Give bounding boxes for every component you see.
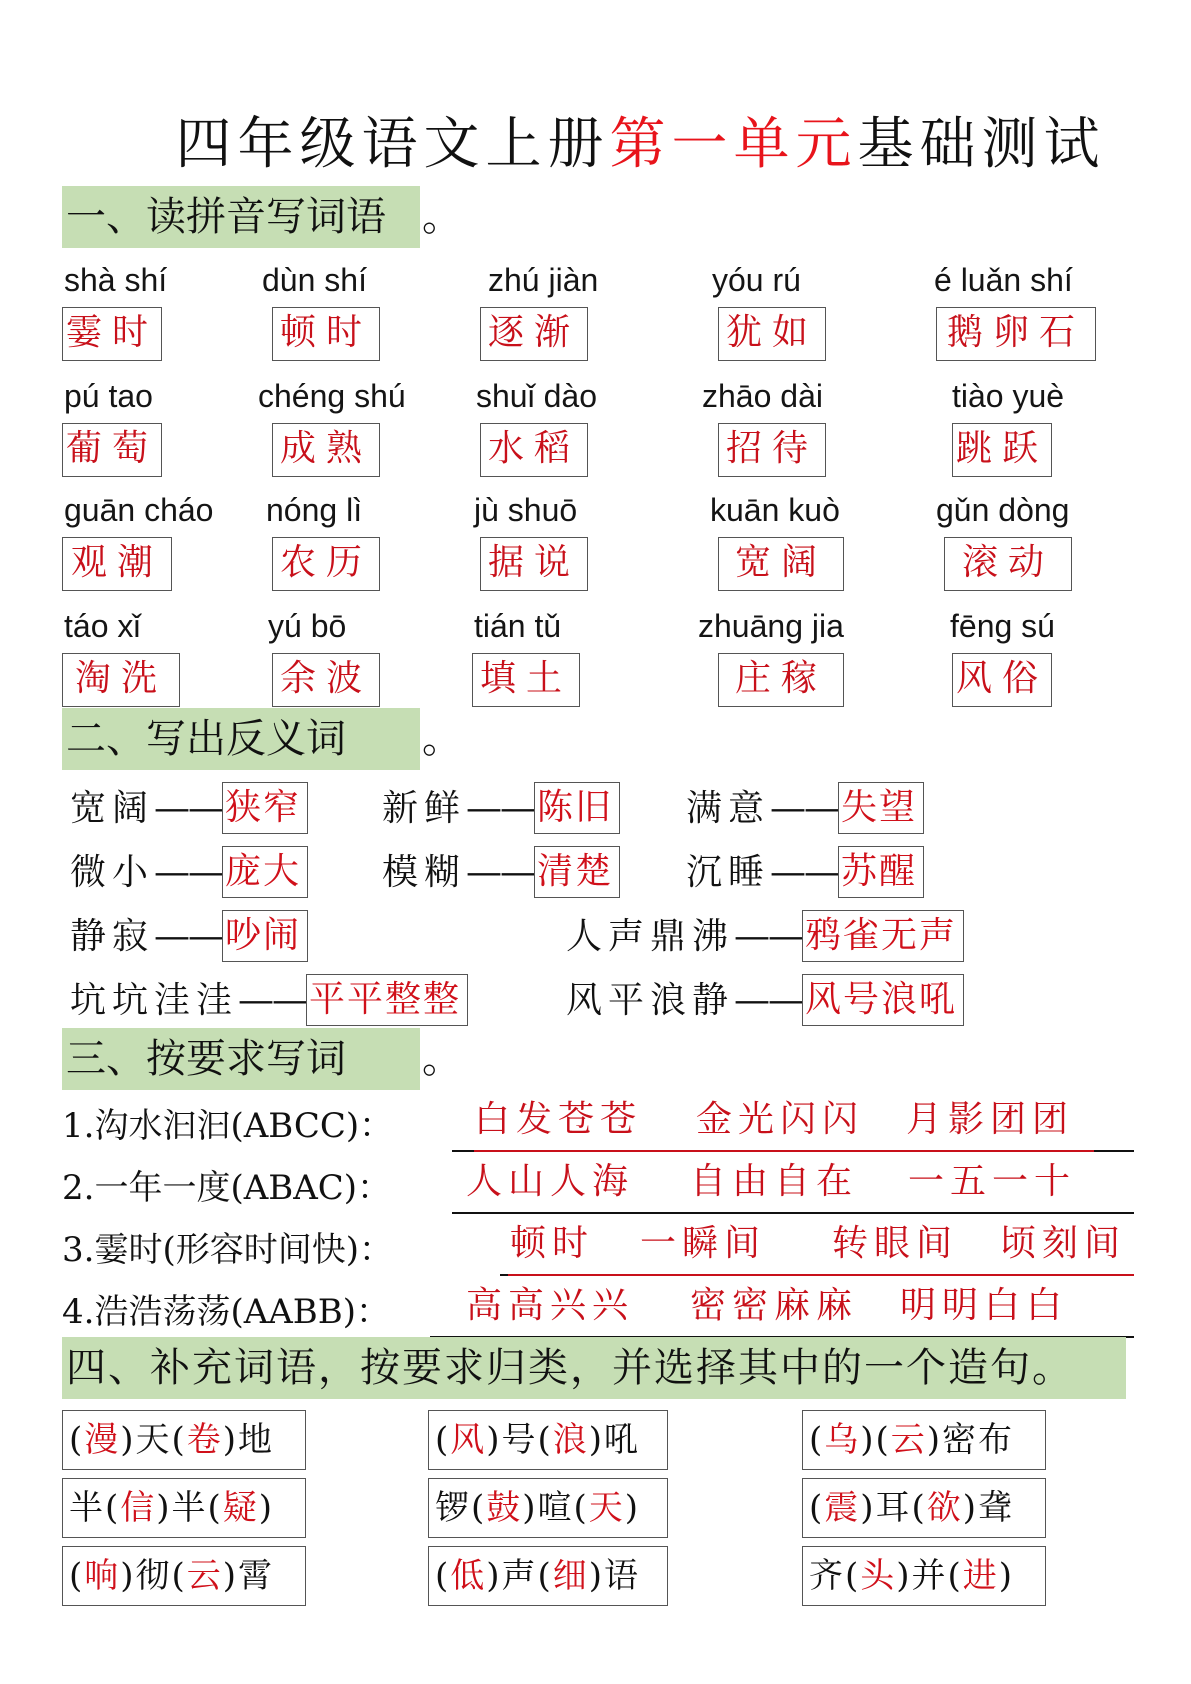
antonym-answer-box[interactable]: 失望 [838, 782, 924, 834]
answer-box[interactable]: 余波 [272, 653, 380, 707]
idiom-text: 齐( [809, 1556, 861, 1596]
idiom-text: )天( [120, 1420, 187, 1460]
idiom-text: 锣( [435, 1488, 487, 1528]
antonym-row [566, 974, 964, 1028]
dash-separator: —— [466, 852, 535, 893]
answer-box[interactable]: 霎时 [62, 307, 162, 361]
pinyin-label: shà shí [64, 262, 168, 298]
section1-heading-period: 。 [420, 186, 462, 248]
answer-box[interactable]: 淘洗 [62, 653, 180, 707]
idiom-fill-answer: 云 [186, 1556, 223, 1596]
idiom-box[interactable] [802, 1546, 1046, 1606]
answer-underline-red [474, 1150, 1094, 1152]
idiom-fill-answer: 云 [890, 1420, 927, 1460]
pinyin-label: é luǎn shí [934, 262, 1073, 298]
title-unit: 第一单元 [609, 112, 858, 177]
idiom-box[interactable] [428, 1410, 668, 1470]
antonym-answer-box[interactable]: 苏醒 [838, 846, 924, 898]
requirement-answer[interactable]: 白发苍苍 [474, 1099, 643, 1140]
pinyin-label: tián tǔ [474, 608, 562, 644]
answer-box[interactable]: 农历 [272, 537, 380, 591]
antonym-answer-box[interactable]: 平平整整 [306, 974, 468, 1026]
idiom-text: )彻( [120, 1556, 187, 1596]
section2-heading-text: 二、写出反义词 [66, 716, 346, 762]
idiom-text: )半( [156, 1488, 223, 1528]
pinyin-label: chéng shú [258, 378, 406, 414]
pinyin-label: tiào yuè [952, 378, 1065, 414]
requirement-answer[interactable]: 转眼间 [832, 1223, 959, 1264]
pinyin-label: guān cháo [64, 492, 214, 528]
idiom-text: ( [809, 1488, 825, 1528]
idiom-text: ( [435, 1556, 451, 1596]
idiom-box[interactable] [802, 1410, 1046, 1470]
idiom-fill-answer: 头 [860, 1556, 897, 1596]
idiom-box[interactable] [62, 1410, 306, 1470]
antonym-word: 静寂 [70, 916, 155, 957]
answer-box[interactable]: 填土 [472, 653, 580, 707]
idiom-fill-answer: 漫 [84, 1420, 121, 1460]
antonym-word: 新鲜 [382, 788, 467, 829]
pinyin-label: fēng sú [950, 608, 1055, 644]
idiom-text: )号( [486, 1420, 553, 1460]
antonym-word: 坑坑洼洼 [70, 980, 239, 1021]
antonym-answer-box[interactable]: 陈旧 [534, 782, 620, 834]
pinyin-label: dùn shí [262, 262, 367, 298]
section2-heading [62, 708, 462, 770]
idiom-text: )聋 [962, 1488, 1015, 1528]
answer-box[interactable]: 成熟 [272, 423, 380, 477]
answer-box[interactable]: 葡萄 [62, 423, 162, 477]
requirement-answer[interactable]: 月影团团 [906, 1099, 1075, 1140]
dash-separator: —— [154, 852, 223, 893]
idiom-box[interactable] [428, 1478, 668, 1538]
dash-separator: —— [238, 980, 307, 1021]
requirement-answer[interactable]: 明明白白 [900, 1285, 1069, 1326]
dash-separator: —— [770, 788, 839, 829]
idiom-fill-answer: 风 [450, 1420, 487, 1460]
antonym-row [382, 846, 620, 900]
antonym-row [70, 910, 308, 964]
idiom-fill-answer: 进 [962, 1556, 999, 1596]
answer-box[interactable]: 据说 [480, 537, 588, 591]
antonym-word: 微小 [70, 852, 155, 893]
antonym-word: 沉睡 [686, 852, 771, 893]
requirement-answer[interactable]: 一五一十 [908, 1161, 1077, 1202]
idiom-text: ) [998, 1556, 1015, 1596]
requirement-answer[interactable]: 金光闪闪 [696, 1099, 865, 1140]
requirement-prompt: 4.浩浩荡荡(AABB)： [62, 1292, 391, 1332]
answer-box[interactable]: 鹅卵石 [936, 307, 1096, 361]
antonym-row [686, 846, 924, 900]
antonym-answer-box[interactable]: 风号浪吼 [802, 974, 964, 1026]
requirement-answer[interactable]: 顷刻间 [1000, 1223, 1127, 1264]
dash-separator: —— [154, 788, 223, 829]
pinyin-label: kuān kuò [710, 492, 840, 528]
section3-heading-text: 三、按要求写词 [66, 1036, 346, 1082]
dash-separator: —— [770, 852, 839, 893]
idiom-text: ) [258, 1488, 275, 1528]
idiom-fill-answer: 震 [824, 1488, 861, 1528]
pinyin-label: jù shuō [474, 492, 578, 528]
idiom-text: )并( [896, 1556, 963, 1596]
page-title [0, 100, 1191, 180]
idiom-fill-answer: 乌 [824, 1420, 861, 1460]
requirement-prompt: 2.一年一度(ABAC)： [62, 1168, 392, 1208]
idiom-text: )霄 [222, 1556, 275, 1596]
pinyin-label: yú bō [268, 608, 347, 644]
antonym-answer-box[interactable]: 清楚 [534, 846, 620, 898]
idiom-fill-answer: 鼓 [486, 1488, 523, 1528]
antonym-answer-box[interactable]: 狭窄 [222, 782, 308, 834]
antonym-answer-box[interactable]: 鸦雀无声 [802, 910, 964, 962]
answer-box[interactable]: 庄稼 [718, 653, 844, 707]
section3-heading-period: 。 [420, 1028, 462, 1090]
pinyin-label: gǔn dòng [936, 492, 1070, 528]
idiom-fill-answer: 细 [552, 1556, 589, 1596]
antonym-row [70, 974, 468, 1028]
requirement-answer[interactable]: 高高兴兴 [466, 1285, 635, 1326]
idiom-text: )吼 [588, 1420, 641, 1460]
idiom-fill-answer: 浪 [552, 1420, 589, 1460]
answer-box[interactable]: 顿时 [272, 307, 380, 361]
antonym-row [382, 782, 620, 836]
section1-heading-text: 一、读拼音写词语 [66, 194, 386, 240]
pinyin-label: nóng lì [266, 492, 363, 528]
antonym-word: 模糊 [382, 852, 467, 893]
idiom-fill-answer: 低 [450, 1556, 487, 1596]
dash-separator: —— [466, 788, 535, 829]
pinyin-label: yóu rú [712, 262, 801, 298]
idiom-text: ( [435, 1420, 451, 1460]
requirement-answer[interactable]: 自由自在 [690, 1161, 859, 1202]
idiom-fill-answer: 疑 [222, 1488, 259, 1528]
answer-underline-red [508, 1274, 1134, 1276]
answer-box[interactable]: 观潮 [62, 537, 172, 591]
idiom-text: )耳( [860, 1488, 927, 1528]
idiom-box[interactable] [428, 1546, 668, 1606]
section4-heading [62, 1337, 1126, 1399]
idiom-text: 半( [69, 1488, 121, 1528]
requirement-prompt: 1.沟水汩汩(ABCC)： [62, 1106, 394, 1146]
antonym-word: 满意 [686, 788, 771, 829]
idiom-fill-answer: 信 [120, 1488, 157, 1528]
antonym-row [686, 782, 924, 836]
dash-separator: —— [734, 916, 803, 957]
idiom-text: )语 [588, 1556, 641, 1596]
idiom-text: )地 [222, 1420, 275, 1460]
dash-separator: —— [154, 916, 223, 957]
answer-box[interactable]: 跳跃 [952, 423, 1052, 477]
answer-box[interactable]: 招待 [718, 423, 826, 477]
answer-box[interactable]: 水稻 [480, 423, 588, 477]
section2-heading-period: 。 [420, 708, 462, 770]
pinyin-label: pú tao [64, 378, 153, 414]
answer-box[interactable]: 滚动 [944, 537, 1072, 591]
title-part3: 基础测试 [857, 112, 1106, 177]
pinyin-label: táo xǐ [64, 608, 141, 644]
requirement-answer[interactable]: 人山人海 [466, 1161, 635, 1202]
idiom-fill-answer: 卷 [186, 1420, 223, 1460]
section4-heading-period: 。 [1032, 1345, 1074, 1391]
idiom-fill-answer: 天 [588, 1488, 625, 1528]
antonym-row [70, 782, 308, 836]
idiom-text: )密布 [926, 1420, 1015, 1460]
idiom-text: ( [809, 1420, 825, 1460]
idiom-fill-answer: 响 [84, 1556, 121, 1596]
idiom-box[interactable] [62, 1546, 306, 1606]
answer-box[interactable]: 犹如 [718, 307, 826, 361]
antonym-answer-box[interactable]: 吵闹 [222, 910, 308, 962]
title-part1: 四年级语文上册 [175, 112, 610, 177]
dash-separator: —— [734, 980, 803, 1021]
pinyin-label: zhāo dài [702, 378, 823, 414]
idiom-text: )喧( [522, 1488, 589, 1528]
idiom-text: ) [624, 1488, 641, 1528]
antonym-answer-box[interactable]: 庞大 [222, 846, 308, 898]
idiom-box[interactable] [802, 1478, 1046, 1538]
antonym-word: 宽阔 [70, 788, 155, 829]
requirement-answer[interactable]: 一瞬间 [640, 1223, 767, 1264]
antonym-word: 人声鼎沸 [566, 916, 735, 957]
section4-heading-text: 四、补充词语，按要求归类，并选择其中的一个造句 [66, 1345, 1032, 1391]
requirement-answer[interactable]: 密密麻麻 [690, 1285, 859, 1326]
requirement-answer[interactable]: 顿时 [510, 1223, 595, 1264]
section1-heading [62, 186, 462, 248]
antonym-row [566, 910, 964, 964]
idiom-text: ( [69, 1420, 85, 1460]
answer-underline [452, 1212, 1134, 1214]
idiom-fill-answer: 欲 [926, 1488, 963, 1528]
antonym-word: 风平浪静 [566, 980, 735, 1021]
antonym-row [70, 846, 308, 900]
answer-box[interactable]: 风俗 [952, 653, 1052, 707]
pinyin-label: zhuāng jia [698, 608, 844, 644]
pinyin-label: zhú jiàn [488, 262, 599, 298]
section3-heading [62, 1028, 462, 1090]
idiom-text: )( [860, 1420, 891, 1460]
requirement-prompt: 3.霎时(形容时间快)： [62, 1230, 393, 1270]
idiom-box[interactable] [62, 1478, 306, 1538]
idiom-text: )声( [486, 1556, 553, 1596]
idiom-text: ( [69, 1556, 85, 1596]
answer-box[interactable]: 宽阔 [718, 537, 844, 591]
answer-box[interactable]: 逐渐 [480, 307, 588, 361]
pinyin-label: shuǐ dào [476, 378, 597, 414]
